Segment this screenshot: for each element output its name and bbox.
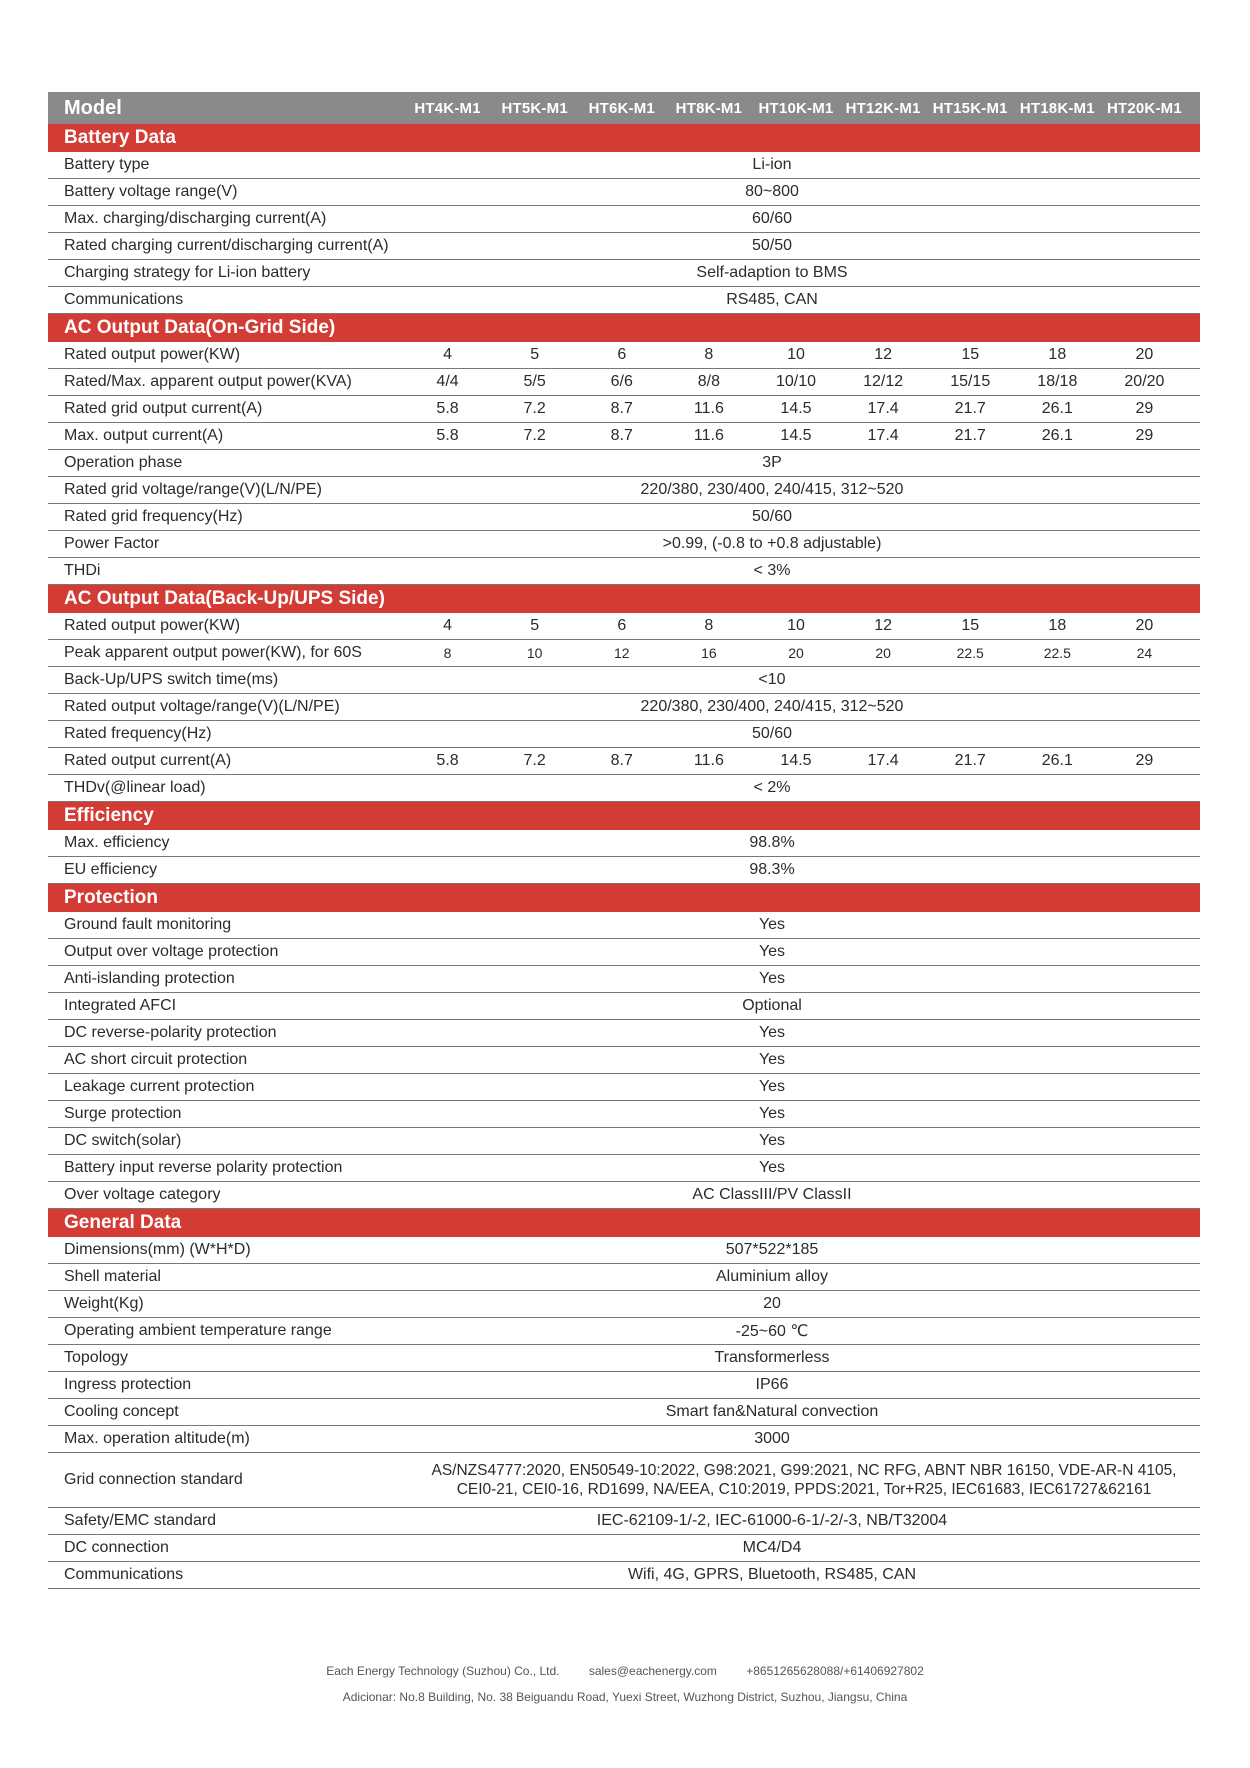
spec-value: AC ClassIII/PV ClassII (692, 1186, 852, 1203)
spec-label: Topology (64, 1349, 129, 1366)
spec-value: <10 (758, 671, 786, 688)
spec-cell: 18 (1048, 617, 1067, 634)
spec-cell: 26.1 (1041, 427, 1073, 444)
spec-row (48, 423, 1200, 450)
spec-row (48, 1074, 1200, 1101)
spec-label: Max. operation altitude(m) (64, 1430, 250, 1447)
spec-row (48, 640, 1200, 667)
spec-row (48, 369, 1200, 396)
spec-cell: 8.7 (610, 427, 633, 444)
spec-cell: 11.6 (693, 400, 724, 417)
spec-cell: 11.6 (693, 427, 724, 444)
spec-row (48, 531, 1200, 558)
spec-value: Self-adaption to BMS (696, 264, 848, 281)
spec-label: Operating ambient temperature range (64, 1322, 332, 1339)
spec-cell: 10 (787, 346, 805, 363)
spec-label: Max. output current(A) (64, 427, 224, 444)
spec-value: Yes (758, 1078, 786, 1095)
model-name: HT18K-M1 (1019, 99, 1095, 117)
spec-label: Rated frequency(Hz) (64, 725, 212, 742)
spec-row (48, 1345, 1200, 1372)
spec-row (48, 450, 1200, 477)
spec-label: Ingress protection (64, 1376, 192, 1393)
spec-cell: 20/20 (1124, 373, 1165, 390)
spec-value: Yes (758, 1024, 786, 1041)
spec-value: < 2% (753, 779, 791, 796)
spec-cell: 10/10 (775, 373, 817, 390)
spec-cell: 21.7 (954, 752, 986, 769)
spec-row (48, 748, 1200, 775)
spec-label: Integrated AFCI (64, 997, 177, 1014)
spec-cell: 20 (788, 645, 804, 661)
spec-label: DC switch(solar) (64, 1132, 182, 1149)
spec-value: IEC-62109-1/-2, IEC-61000-6-1/-2/-3, NB/T32004 (596, 1512, 948, 1529)
spec-label: Battery type (64, 156, 150, 173)
spec-row (48, 1318, 1200, 1345)
spec-row (48, 1426, 1200, 1453)
spec-value: 20 (763, 1295, 781, 1312)
spec-label: Over voltage category (64, 1186, 221, 1203)
spec-cell: 8 (443, 645, 452, 661)
spec-row (48, 830, 1200, 857)
spec-label: Grid connection standard (64, 1471, 243, 1488)
spec-label: Output over voltage protection (64, 943, 279, 960)
spec-value: < 3% (753, 562, 791, 579)
spec-values (404, 645, 1200, 661)
spec-cell: 12/12 (863, 373, 904, 390)
spec-label: THDv(@linear load) (64, 779, 206, 796)
spec-label: Rated charging current/discharging current(A) (64, 237, 389, 254)
spec-value: 98.3% (749, 861, 795, 878)
spec-cell: 4 (443, 617, 452, 634)
spec-cell: 21.7 (954, 400, 986, 417)
spec-label: Power Factor (64, 535, 160, 552)
model-name: HT20K-M1 (1106, 99, 1182, 117)
spec-row (48, 966, 1200, 993)
spec-cell: 15/15 (950, 373, 991, 390)
spec-row (48, 342, 1200, 369)
spec-row (48, 1237, 1200, 1264)
spec-value: Yes (758, 943, 786, 960)
spec-cell: 5 (530, 346, 540, 363)
spec-sections (48, 124, 1200, 1589)
spec-value: 50/50 (751, 237, 793, 254)
spec-row (48, 1128, 1200, 1155)
spec-value: IP66 (755, 1376, 789, 1393)
spec-value: 80~800 (745, 183, 799, 200)
spec-value: RS485, CAN (726, 291, 818, 308)
spec-cell: 8/8 (697, 373, 720, 390)
spec-label: Back-Up/UPS switch time(ms) (64, 671, 279, 688)
spec-cell: 29 (1135, 427, 1154, 444)
spec-value: 507*522*185 (725, 1241, 819, 1258)
footer-address: Adicionar: No.8 Building, No. 38 Beiguandu Road, Yuexi Street, Wuzhong District, Suzhou, Jiangsu, China (342, 1690, 908, 1704)
spec-row (48, 206, 1200, 233)
spec-value: MC4/D4 (742, 1539, 802, 1556)
spec-cell: 24 (1136, 645, 1153, 661)
spec-cell: 12 (613, 645, 630, 661)
spec-cell: 15 (961, 346, 980, 363)
spec-value: Yes (758, 1105, 786, 1122)
section-title: Protection (48, 884, 1200, 912)
spec-cell: 7.2 (523, 400, 546, 417)
spec-label: Rated output power(KW) (64, 346, 241, 363)
spec-row (48, 1562, 1200, 1589)
model-name: HT12K-M1 (845, 99, 921, 117)
spec-cell: 22.5 (1043, 645, 1071, 661)
spec-value: Aluminium alloy (715, 1268, 829, 1285)
spec-label: Charging strategy for Li-ion battery (64, 264, 311, 281)
spec-label: Rated grid output current(A) (64, 400, 263, 417)
spec-cell: 29 (1135, 752, 1154, 769)
footer-company: Each Energy Technology (Suzhou) Co., Ltd. (326, 1664, 560, 1678)
section-title: Efficiency (48, 802, 1200, 830)
spec-row (48, 775, 1200, 802)
spec-label: EU efficiency (64, 861, 158, 878)
spec-cell: 21.7 (954, 427, 986, 444)
spec-values (404, 427, 1200, 445)
spec-row (48, 1101, 1200, 1128)
spec-label: Safety/EMC standard (64, 1512, 217, 1529)
spec-table (48, 92, 1200, 1589)
spec-value: Yes (758, 1159, 786, 1176)
spec-label: Rated/Max. apparent output power(KVA) (64, 373, 352, 390)
spec-cell: 8.7 (610, 400, 633, 417)
spec-cell: 11.6 (693, 752, 724, 769)
spec-cell: 12 (874, 346, 892, 363)
spec-row (48, 694, 1200, 721)
spec-row (48, 1020, 1200, 1047)
spec-cell: 20 (1135, 617, 1154, 634)
spec-cell: 17.4 (867, 400, 899, 417)
model-name: HT15K-M1 (932, 99, 1008, 117)
model-name: HT8K-M1 (675, 99, 743, 117)
spec-cell: 7.2 (523, 427, 546, 444)
spec-label: Max. charging/discharging current(A) (64, 210, 327, 227)
section-title: AC Output Data(Back-Up/UPS Side) (48, 585, 1200, 613)
spec-values (404, 617, 1200, 635)
spec-label: DC connection (64, 1539, 169, 1556)
spec-row (48, 179, 1200, 206)
spec-label: AC short circuit protection (64, 1051, 248, 1068)
spec-label: Battery voltage range(V) (64, 183, 238, 200)
model-name: HT10K-M1 (758, 99, 834, 117)
spec-row (48, 857, 1200, 884)
spec-cell: 12 (874, 617, 892, 634)
spec-row (48, 1155, 1200, 1182)
spec-label: Ground fault monitoring (64, 916, 232, 933)
spec-cell: 15 (961, 617, 980, 634)
spec-row (48, 1399, 1200, 1426)
spec-row (48, 1453, 1200, 1508)
spec-cell: 8 (704, 617, 714, 634)
spec-value: 3P (762, 454, 782, 471)
spec-cell: 6/6 (610, 373, 633, 390)
spec-label: Cooling concept (64, 1403, 179, 1420)
spec-row (48, 1047, 1200, 1074)
spec-cell: 8.7 (610, 752, 633, 769)
footer-email: sales@eachenergy.com (588, 1664, 717, 1678)
spec-row (48, 667, 1200, 694)
spec-row (48, 504, 1200, 531)
model-list (404, 100, 1200, 117)
spec-cell: 26.1 (1041, 752, 1073, 769)
spec-label: Operation phase (64, 454, 183, 471)
spec-label: Communications (64, 291, 184, 308)
spec-value: 220/380, 230/400, 240/415, 312~520 (640, 698, 904, 715)
spec-label: Rated output voltage/range(V)(L/N/PE) (64, 698, 340, 715)
spec-row (48, 1291, 1200, 1318)
spec-value: AS/NZS4777:2020, EN50549-10:2022, G98:2021, G99:2021, NC RFG, ABNT NBR 16150, VDE-AR-N 4105, CEI0-21, CEI0-16, RD1699, NA/EEA, C10:2019, PPDS:2021, Tor+R25, IEC61683, IEC61727&62161 (431, 1462, 1177, 1498)
spec-label: DC reverse-polarity protection (64, 1024, 277, 1041)
spec-cell: 5/5 (523, 373, 546, 390)
spec-row (48, 1535, 1200, 1562)
spec-row (48, 477, 1200, 504)
spec-row (48, 233, 1200, 260)
section-title: Battery Data (48, 124, 1200, 152)
spec-value: 3000 (754, 1430, 790, 1447)
spec-cell: 20 (875, 645, 891, 661)
spec-cell: 17.4 (867, 752, 899, 769)
spec-label: Rated grid frequency(Hz) (64, 508, 243, 525)
spec-cell: 5.8 (436, 752, 459, 769)
spec-label: Leakage current protection (64, 1078, 255, 1095)
spec-values (404, 373, 1200, 391)
spec-label: Battery input reverse polarity protection (64, 1159, 343, 1176)
spec-cell: 26.1 (1041, 400, 1073, 417)
spec-label: Max. efficiency (64, 834, 170, 851)
spec-value: 220/380, 230/400, 240/415, 312~520 (640, 481, 904, 498)
spec-cell: 6 (617, 617, 627, 634)
spec-row (48, 721, 1200, 748)
spec-cell: 29 (1135, 400, 1154, 417)
table-header (48, 92, 1200, 124)
spec-cell: 10 (526, 645, 543, 661)
spec-value: Optional (742, 997, 802, 1014)
spec-values (404, 752, 1200, 770)
spec-label: Dimensions(mm) (W*H*D) (64, 1241, 251, 1258)
model-label: Model (64, 96, 122, 119)
spec-label: Rated grid voltage/range(V)(L/N/PE) (64, 481, 322, 498)
spec-label: Surge protection (64, 1105, 182, 1122)
spec-row (48, 939, 1200, 966)
spec-cell: 5.8 (436, 427, 459, 444)
spec-value: Yes (758, 916, 786, 933)
spec-cell: 5 (530, 617, 540, 634)
spec-label: Peak apparent output power(KW), for 60S (64, 644, 362, 661)
spec-values (404, 400, 1200, 418)
spec-row (48, 287, 1200, 314)
spec-cell: 22.5 (956, 645, 984, 661)
spec-value: 50/60 (751, 725, 793, 742)
spec-cell: 8 (704, 346, 714, 363)
model-name: HT5K-M1 (501, 99, 568, 117)
spec-value: 60/60 (751, 210, 793, 227)
spec-row (48, 1264, 1200, 1291)
spec-cell: 14.5 (780, 400, 812, 417)
spec-row (48, 613, 1200, 640)
spec-cell: 5.8 (436, 400, 459, 417)
spec-row (48, 152, 1200, 179)
spec-label: Anti-islanding protection (64, 970, 235, 987)
spec-row (48, 912, 1200, 939)
spec-value: -25~60 ℃ (735, 1323, 809, 1340)
model-name: HT6K-M1 (588, 99, 655, 117)
model-name: HT4K-M1 (414, 99, 481, 117)
spec-label: Rated output power(KW) (64, 617, 241, 634)
spec-row (48, 993, 1200, 1020)
spec-label: THDi (64, 562, 101, 579)
spec-value: Transformerless (714, 1349, 830, 1366)
section-title: AC Output Data(On-Grid Side) (48, 314, 1200, 342)
footer (0, 1664, 1250, 1704)
spec-cell: 20 (1135, 346, 1154, 363)
spec-cell: 10 (787, 617, 805, 634)
spec-row (48, 1372, 1200, 1399)
spec-row (48, 558, 1200, 585)
spec-value: Yes (758, 1132, 786, 1149)
spec-row (48, 1182, 1200, 1209)
spec-value: Li-ion (752, 156, 792, 173)
spec-cell: 4 (443, 346, 452, 363)
spec-value: 50/60 (751, 508, 793, 525)
spec-row (48, 1508, 1200, 1535)
spec-label: Communications (64, 1566, 184, 1583)
spec-cell: 17.4 (867, 427, 899, 444)
spec-value: >0.99, (-0.8 to +0.8 adjustable) (662, 535, 882, 552)
spec-value: Yes (758, 970, 786, 987)
spec-row (48, 260, 1200, 287)
spec-label: Weight(Kg) (64, 1295, 144, 1312)
spec-label: Shell material (64, 1268, 161, 1285)
spec-value: Wifi, 4G, GPRS, Bluetooth, RS485, CAN (627, 1566, 917, 1583)
spec-cell: 16 (701, 645, 717, 661)
spec-value: Yes (758, 1051, 786, 1068)
spec-value: Smart fan&Natural convection (665, 1403, 879, 1420)
footer-phone: +8651265628088/+61406927802 (746, 1664, 924, 1678)
section-title: General Data (48, 1209, 1200, 1237)
spec-value: 98.8% (749, 834, 795, 851)
spec-row (48, 396, 1200, 423)
spec-cell: 18 (1048, 346, 1067, 363)
spec-label: Rated output current(A) (64, 752, 232, 769)
spec-cell: 18/18 (1037, 373, 1078, 390)
spec-cell: 4/4 (436, 373, 459, 390)
spec-cell: 6 (617, 346, 627, 363)
spec-cell: 14.5 (780, 427, 812, 444)
spec-cell: 7.2 (523, 752, 546, 769)
spec-cell: 14.5 (780, 752, 812, 769)
spec-values (404, 346, 1200, 364)
